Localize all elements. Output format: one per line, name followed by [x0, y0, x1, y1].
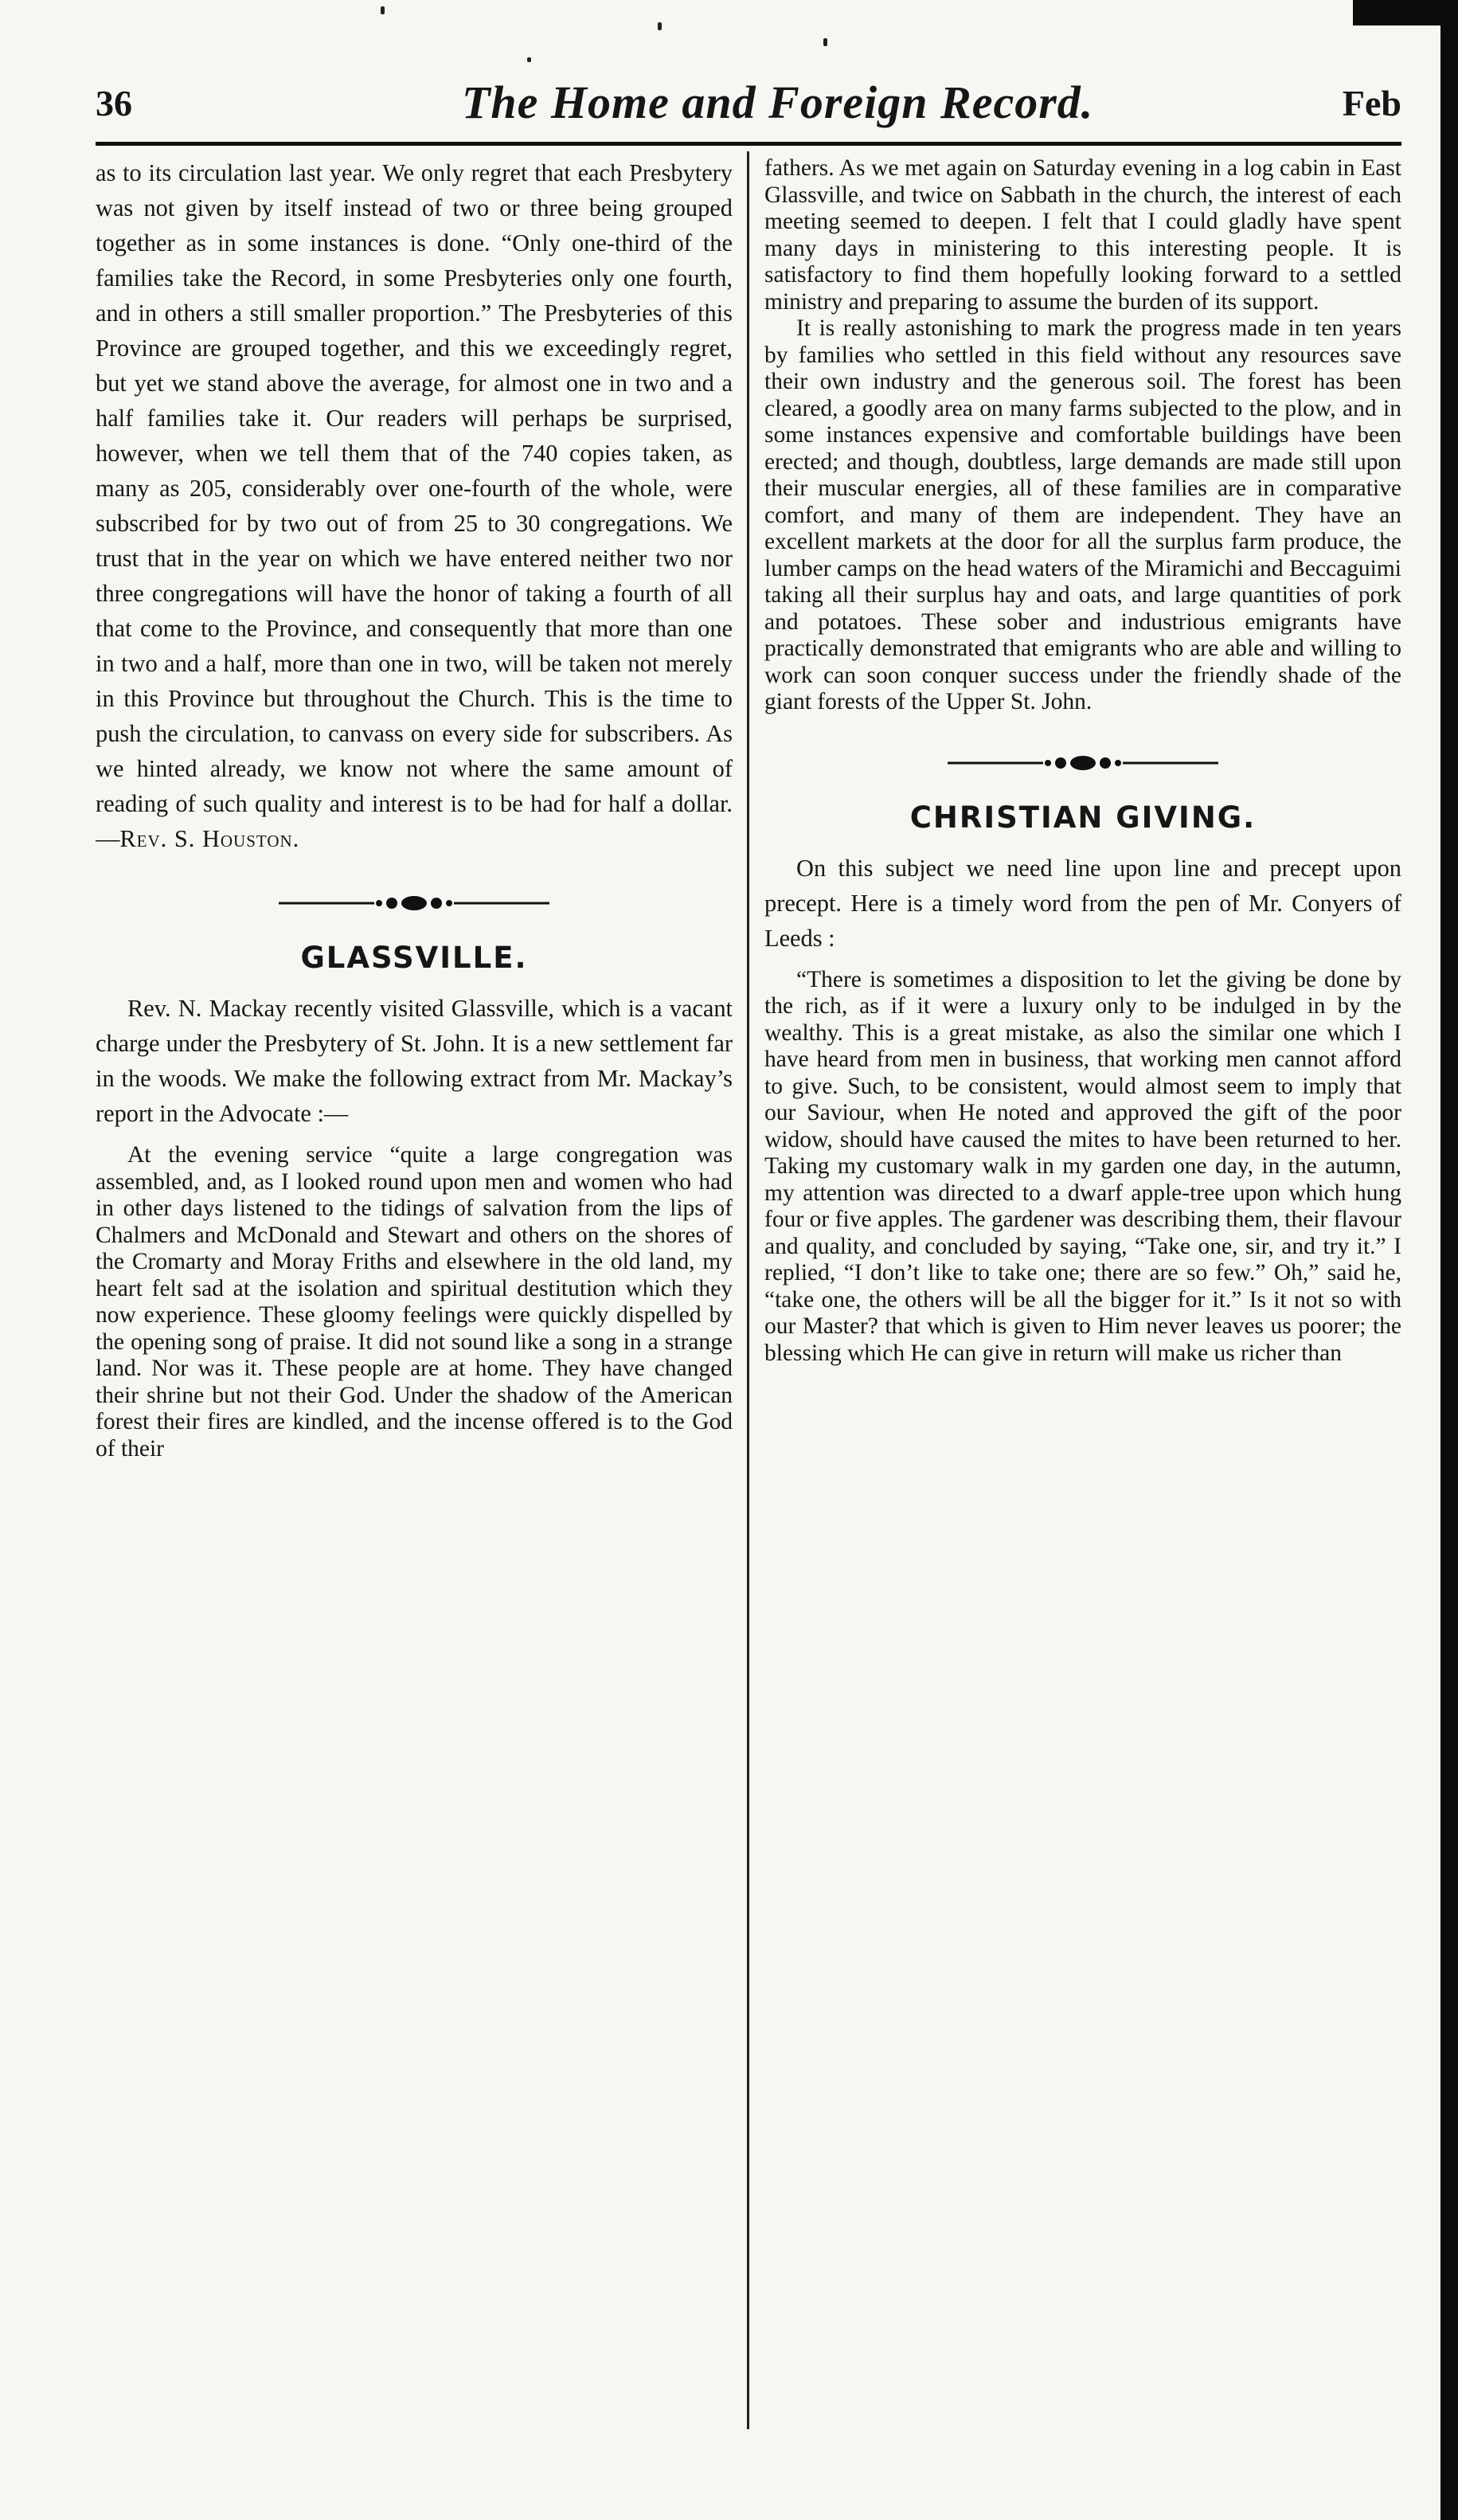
- ink-speck: [658, 22, 662, 30]
- publication-title: The Home and Foreign Record.: [462, 76, 1094, 128]
- issue-month: Feb: [1342, 83, 1401, 123]
- quoted-paragraph: At the evening service “quite a large congregation was assembled, and, as I looked round upon men and women who had in other days listened to the tidings of salvation from the lips of Chalmers and McDonald and Stewart and others on the shores of the Cromarty and Moray Friths and elsewhere in the old land, my heart felt sad at the isolation and spiritual destitution which they now experience. These gloomy feelings were quickly dispelled by the opening song of praise. It did not sound like a song in a strange land. Nor was it. These people are at home. They have changed their shrine but not their God. Under the shadow of the American forest their fires are kindled, and the incense offered is to the God of their: [96, 1142, 733, 1462]
- page-number: 36: [96, 83, 132, 123]
- quoted-paragraph: It is really astonishing to mark the progress made in ten years by families who settled in this field without any resources save their own industry and the generous soil. The forest has been cleared, a goodly area on many farms subjected to the plow, and in some instances expensive and comfortable buildings have been erected; and though, doubtless, large demands are made still upon their muscular energies, all of these families are in comparative comfort, and many of them are independent. They have an excellent markets at the door for all the surplus farm produce, the lumber camps on the head waters of the Miramichi and Beccaguimi taking all their surplus hay and oats, and large quantities of pork and potatoes. These sober and industrious emigrants have practically demonstrated that emigrants who are able and willing to work can soon conquer success under the friendly shade of the giant forests of the Upper St. John.: [764, 315, 1401, 714]
- ink-speck: [527, 57, 531, 62]
- quoted-paragraph: “There is sometimes a disposition to let the giving be done by the rich, as if it were a luxury only to be indulged in by the wealthy. This is a great mistake, as also the similar one which I have heard from men in business, that working men cannot afford to give. Such, to be consistent, would almost seem to imply that our Saviour, when He noted and approved the gift of the poor widow, should have caused the mites to have been returned to her. Taking my customary walk in my garden one day, in the autumn, my attention was directed to a dwarf apple-tree upon which hung four or five apples. The gardener was describing them, their flavour and quality, and concluded by saying, “Take one, sir, and try it.” I replied, “I don’t like to take one; there are so few.” Oh,” said he, “take one, the others will be all the bigger for it.” Is it not so with our Master? that which is given to Him never leaves us poorer; the blessing which He can give in return will make us richer than: [764, 966, 1401, 1366]
- header-rule: [96, 142, 1401, 146]
- paragraph-text: as to its circulation last year. We only regret that each Presbytery was not given by itself instead of two or three being grouped together as in some instances is done. “Only one-third of the families take the Record, in some Presbyteries only one fourth, and in others a still smaller proportion.” The Presbyteries of this Province are grouped together, and this we exceedingly regret, but yet we stand above the average, for almost one in two and a half families take it. Our readers will perhaps be surprised, however, when we tell them that of the 740 copies taken, as many as 205, considerably over one-fourth of the whole, were subscribed for by two out of from 25 to 30 congregations. We trust that in the year on which we have entered neither two nor three congregations will have the honor of taking a fourth of all that come to the Province, and consequently that more than one in two and a half, more than one in two, will be taken not merely in this Province but throughout the Church. This is the time to push the circulation, to canvass on every side for subscribers. As we hinted already, we know not where the same amount of reading of such quality and interest is to be had for half a dollar.—: [96, 159, 733, 852]
- ornament-divider: [279, 891, 549, 915]
- article-paragraph: Rev. N. Mackay recently visited Glassville, which is a vacant charge under the Presbytery of St. John. It is a new settlement far in the woods. We make the following extract from Mr. Mackay’s report in the Advocate :—: [96, 995, 733, 1127]
- page-header: [96, 76, 1401, 139]
- quoted-paragraph: fathers. As we met again on Saturday evening in a log cabin in East Glassville, and twice on Sabbath in the church, the interest of each meeting seemed to deepen. I felt that I could gladly have spent many days in ministering to this interesting people. It is satisfactory to find them hopefully looking forward to a settled ministry and preparing to assume the burden of its support.: [764, 155, 1401, 315]
- section-title-christian-giving: CHRISTIAN GIVING.: [909, 800, 1257, 835]
- page-edge-shadow: [1440, 0, 1458, 2520]
- section-title-glassville: GLASSVILLE.: [300, 941, 528, 975]
- article-signature: Rev. S. Houston.: [119, 825, 300, 852]
- article-paragraph: On this subject we need line upon line and precept upon precept. Here is a timely word from the pen of Mr. Conyers of Leeds :: [764, 854, 1401, 952]
- ink-speck: [823, 38, 827, 46]
- right-column: [764, 155, 1401, 2433]
- page-corner-shadow: [1353, 0, 1440, 25]
- ink-speck: [381, 6, 385, 14]
- article-paragraph: [96, 155, 733, 856]
- ornament-divider: [948, 751, 1218, 775]
- left-column: [96, 155, 733, 2433]
- column-divider: [747, 151, 749, 2429]
